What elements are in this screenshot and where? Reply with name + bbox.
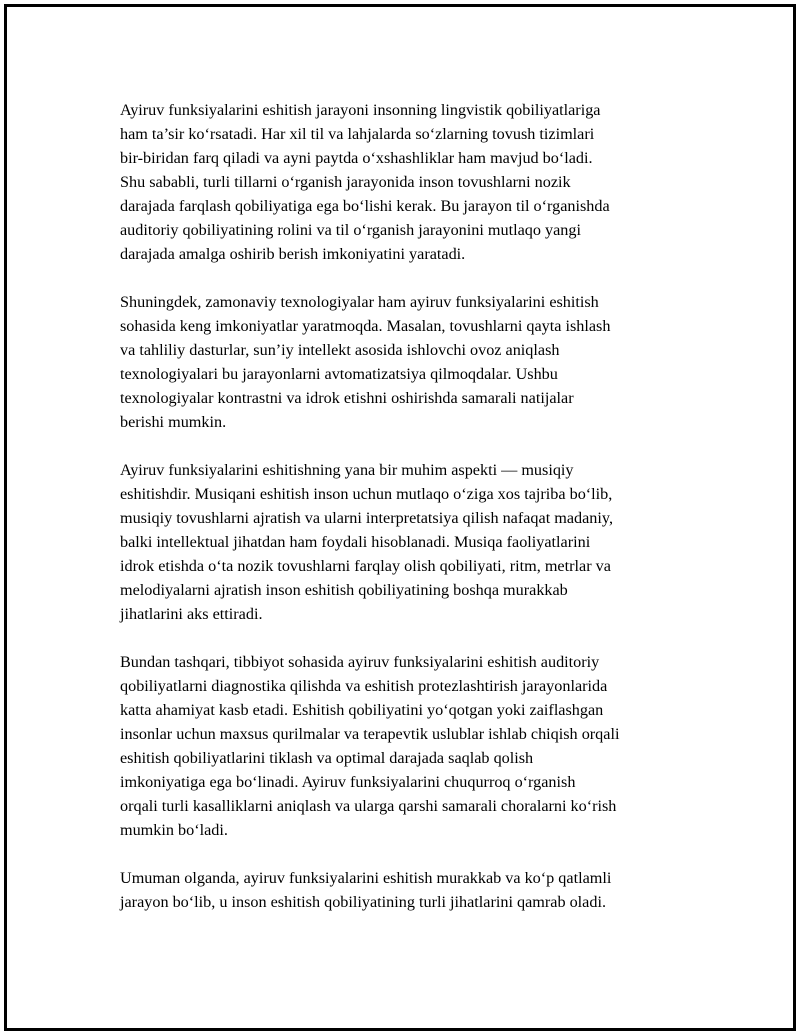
paragraph-5: Umuman olganda, ayiruv funksiyalarini eshitish murakkab va ko‘p qatlamli jarayon bo‘lib, u inson eshitish qobiliyatining turli jihatlarini qamrab oladi. [120, 869, 612, 911]
paragraph-4: Bundan tashqari, tibbiyot sohasida ayiruv funksiyalarini eshitish auditoriy qobiliyatlarni diagnostika qilishda va eshitish protezlashtirish jarayonlarida katta ahamiyat kasb etadi. Eshitish qobiliyatini yo‘qotgan yoki zaiflashgan insonlar uchun maxsus qurilmalar va terapevtik uslublar ishlab chiqish orqali eshitish qobiliyatlarini tiklash va optimal darajada saqlab qolish imkoniyatiga ega bo‘linadi. Ayiruv funksiyalarini chuqurroq o‘rganish orqali turli kasalliklarni aniqlash va ularga qarshi samarali choralarni ko‘rish mumkin bo‘ladi. [120, 653, 620, 839]
paragraph-1: Ayiruv funksiyalarini eshitish jarayoni insonning lingvistik qobiliyatlariga ham ta’sir ko‘rsatadi. Har xil til va lahjalarda so‘zlarning tovush tizimlari bir-biridan farq qiladi va ayni paytda o‘xshashliklar ham mavjud bo‘ladi. Shu sababli, turli tillarni o‘rganish jarayonida inson tovushlarni nozik darajada farqlash qobiliyatiga ega bo‘lishi kerak. Bu jarayon til o‘rganishda auditoriy qobiliyatining rolini va til o‘rganish jarayonini mutlaqo yangi darajada amalga oshirib berish imkoniyatini yaratadi. [120, 101, 610, 263]
paragraph-2: Shuningdek, zamonaviy texnologiyalar ham ayiruv funksiyalarini eshitish sohasida keng imkoniyatlar yaratmoqda. Masalan, tovushlarni qayta ishlash va tahliliy dasturlar, sun’iy intellekt asosida ishlovchi ovoz aniqlash texnologiyalari bu jarayonlarni avtomatizatsiya qilmoqdalar. Ushbu texnologiyalar kontrastni va idrok etishni oshirishda samarali natijalar berishi mumkin. [120, 293, 611, 431]
page-frame [4, 4, 796, 1031]
paragraph-3: Ayiruv funksiyalarini eshitishning yana bir muhim aspekti — musiqiy eshitishdir. Musiqani eshitish inson uchun mutlaqo o‘ziga xos tajriba bo‘lib, musiqiy tovushlarni ajratish va ularni interpretatsiya qilish nafaqat madaniy, balki intellektual jihatdan ham foydali hisoblanadi. Musiqa faoliyatlarini idrok etishda o‘ta nozik tovushlarni farqlay olish qobiliyati, ritm, metrlar va melodiyalarni ajratish inson eshitish qobiliyatining boshqa murakkab jihatlarini aks ettiradi. [120, 461, 613, 623]
document-body [120, 98, 700, 938]
